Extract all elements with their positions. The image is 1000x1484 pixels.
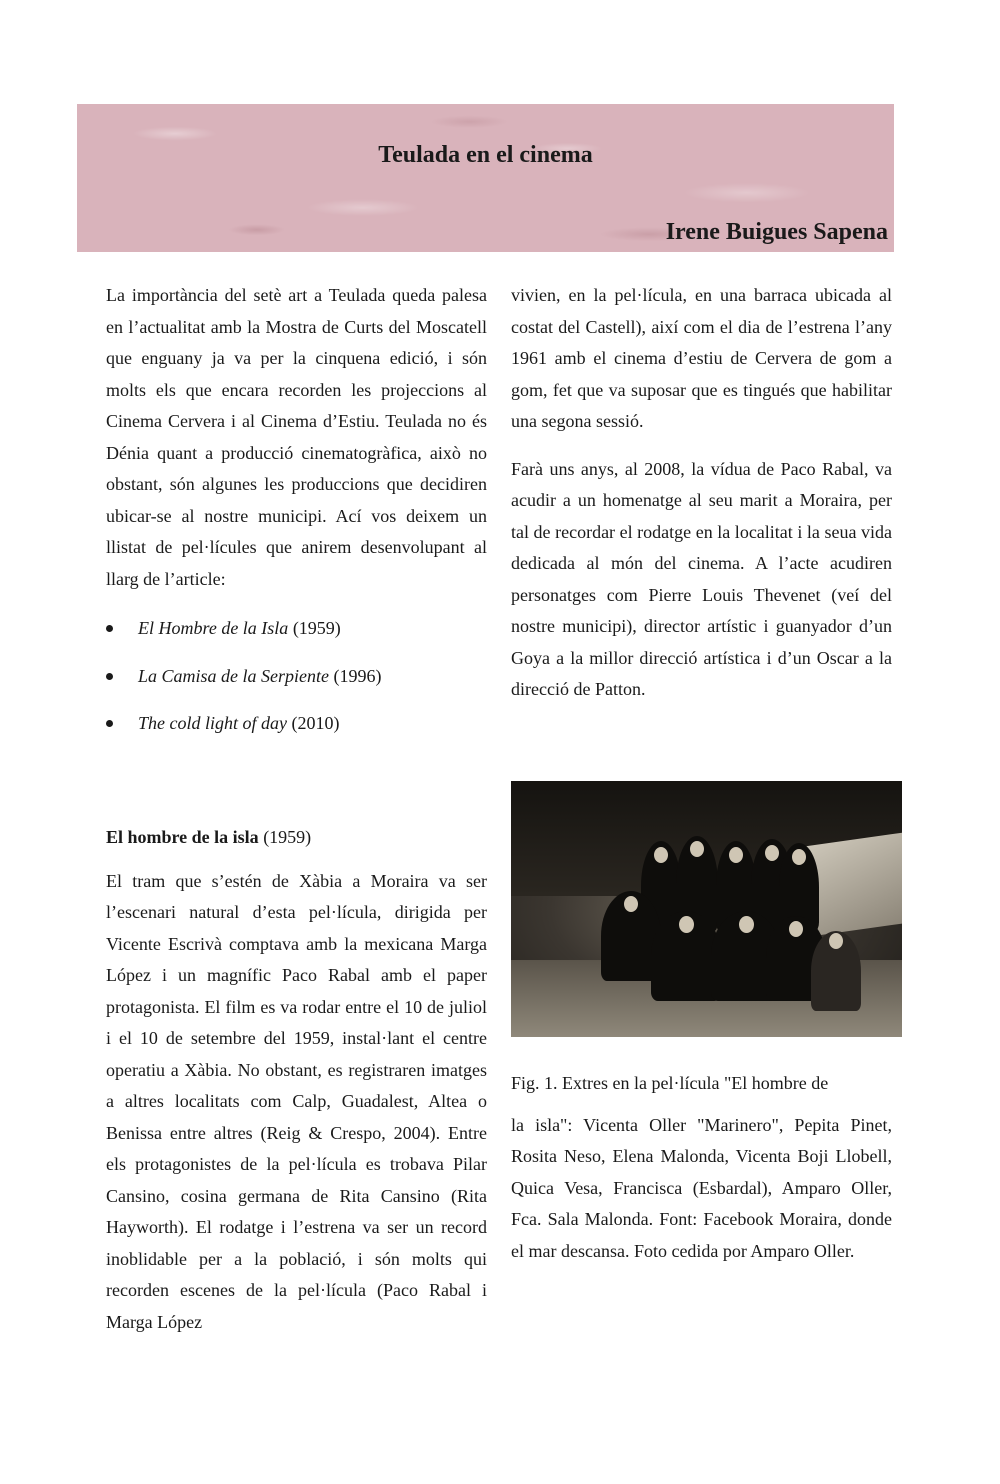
section-heading [106, 822, 487, 854]
section-heading-title: El hombre de la isla [106, 827, 259, 847]
title-banner [77, 104, 894, 252]
film-title: The cold light of day [138, 713, 287, 733]
film-list-item [106, 613, 487, 645]
section-body: El tram que s’estén de Xàbia a Moraira va ser l’escenari natural d’esta pel·lícula, dirigida per Vicente Escrivà comptava amb la mexicana Marga López i un magnífic Paco Rabal amb el paper protagonista. El film es va rodar entre el 10 de juliol i el 10 de setembre del 1959, instal·lant el centre operatiu a Xàbia. No obstant, es registraren imatges a altres localitats com Calp, Guadalest, Altea o Benissa entre altres (Reig & Crespo, 2004). Entre els protagonistes de la pel·lícula es trobava Pilar Cansino, cosina germana de Rita Cansino (Rita Hayworth). El rodatge i l’estrena va ser un record inoblidable per a la població, i són molts qui recorden escenes de la pel·lícula (Paco Rabal i Marga López [106, 870, 487, 1332]
film-title: La Camisa de la Serpiente [138, 665, 329, 686]
right-column [511, 280, 892, 722]
film-title: El Hombre de la Isla [138, 618, 289, 638]
film-section [106, 822, 487, 1354]
film-list-item [106, 661, 487, 693]
film-year: (2010) [291, 713, 340, 733]
caption-line-1: Fig. 1. Extres en la pel·lícula "El hombre de [511, 1073, 829, 1093]
intro-paragraph: La importància del setè art a Teulada queda palesa en l’actualitat amb la Mostra de Curts del Moscatell que enguany ja va per la cinquena edició, i són molts els que encara recorden les projeccions al Cinema Cervera i al Cinema d’Estiu. Teulada no és Dénia quant a producció cinematogràfica, això no obstant, són algunes les produccions que decidiren ubicar-se al nostre municipi. Ací vos deixem un llistat de pel·lícules que anirem desenvolupant al llarg de l’article: [106, 285, 487, 589]
bullet-icon [106, 673, 113, 680]
left-column [106, 280, 487, 756]
article-title: Teulada en el cinema [378, 142, 593, 168]
section-heading-year: (1959) [263, 827, 312, 847]
bullet-icon [106, 625, 113, 632]
film-list [106, 613, 487, 740]
figure-caption [511, 1068, 892, 1277]
bullet-icon [106, 720, 113, 727]
continuation-paragraph: vivien, en la pel·lícula, en una barraca ubicada al costat del Castell), així com el dia de l’estrena l’any 1961 amb el cinema d’estiu de Cervera de gom a gom, fet que va suposar que es tingués que habilitar una segona sessió. [511, 285, 892, 431]
caption-line-2: la isla": Vicenta Oller "Marinero", Pepita Pinet, Rosita Neso, Elena Malonda, Vicenta Boji Llobell, Quica Vesa, Francisca (Esbardal), Amparo Oller, Fca. Sala Malonda. Font: Facebook Moraira, donde el mar descansa. Foto cedida por Amparo Oller. [511, 1114, 892, 1261]
film-list-item [106, 708, 487, 740]
film-year: (1959) [292, 618, 341, 638]
film-extras-photo [511, 781, 902, 1037]
article-author: Irene Buigues Sapena [665, 219, 888, 245]
homage-paragraph: Farà uns anys, al 2008, la vídua de Paco Rabal, va acudir a un homenatge al seu marit a Moraira, per tal de recordar el rodatge en la localitat i la seua vida dedicada al món del cinema. A l’acte acudiren personatges com Pierre Louis Thevenet (veí del nostre municipi), director artístic i guanyador d’un Goya a la millor direcció artística i d’un Oscar a la direcció de Patton. [511, 458, 892, 699]
film-year: (1996) [333, 665, 382, 686]
